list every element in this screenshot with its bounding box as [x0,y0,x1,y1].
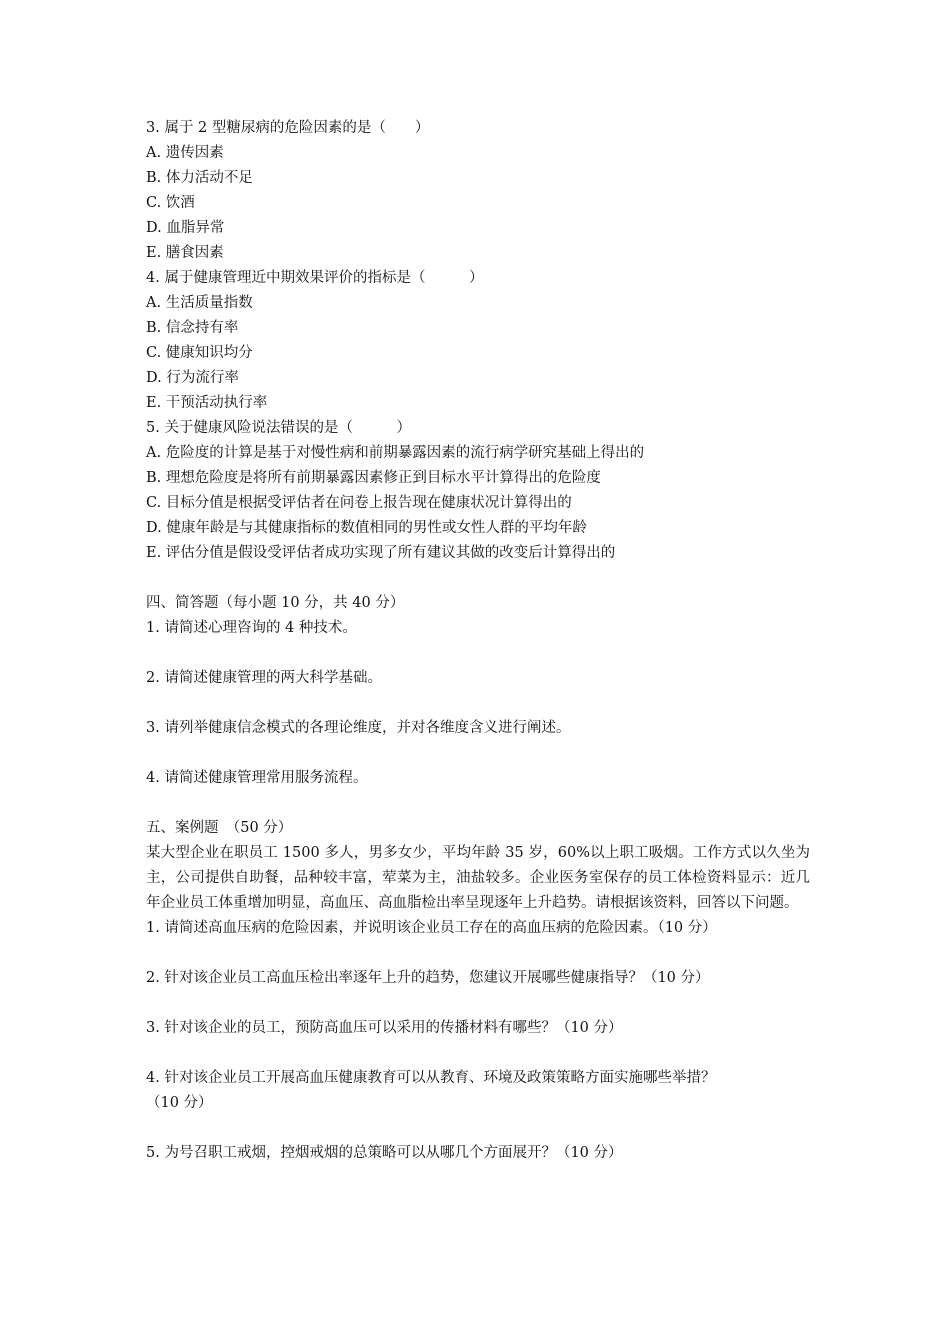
case-q2: 2. 针对该企业员工高血压检出率逐年上升的趋势，您建议开展哪些健康指导？（10 分） [146,970,710,986]
mcq-4-option-d: D. 行为流行率 [146,370,239,386]
short-answer-q3: 3. 请列举健康信念模式的各理论维度，并对各维度含义进行阐述。 [146,720,571,736]
mcq-5-option-b: B. 理想危险度是将所有前期暴露因素修正到目标水平计算得出的危险度 [146,470,601,486]
mcq-4-option-c: C. 健康知识均分 [146,345,253,361]
case-scenario: 某大型企业在职员工 1500 多人，男多女少，平均年龄 35 岁，60%以上职工吸烟。工作方式以久坐为主，公司提供自助餐，品种较丰富，荤菜为主，油盐较多。企业医务室保存的员工体检资料显示：近几年企业员工体重增加明显，高血压、高血脂检出率呈现逐年上升趋势。请根据该资料，回答以下问题。 [146,845,810,911]
short-answer-q1: 1. 请简述心理咨询的 4 种技术。 [146,620,357,636]
case-q4-points: （10 分） [146,1095,213,1111]
answer-space [146,991,816,1016]
answer-space [146,741,816,766]
mcq-4-option-a: A. 生活质量指数 [146,295,253,311]
mcq-5-option-e: E. 评估分值是假设受评估者成功实现了所有建议其做的改变后计算得出的 [146,545,616,561]
case-heading: 五、案例题 （50 分） [146,820,293,836]
case-q5: 5. 为号召职工戒烟，控烟戒烟的总策略可以从哪几个方面展开？（10 分） [146,1145,623,1161]
answer-space [146,1116,816,1141]
mcq-5-question: 5. 关于健康风险说法错误的是（ ） [146,420,411,436]
mcq-4-option-e: E. 干预活动执行率 [146,395,268,411]
short-answer-heading: 四、简答题（每小题 10 分，共 40 分） [146,595,405,611]
short-answer-q4: 4. 请简述健康管理常用服务流程。 [146,770,368,786]
mcq-3-option-e: E. 膳食因素 [146,245,224,261]
answer-space [146,941,816,966]
spacer [146,791,816,816]
mcq-3-option-a: A. 遗传因素 [146,145,224,161]
mcq-4-option-b: B. 信念持有率 [146,320,239,336]
case-q1: 1. 请简述高血压病的危险因素，并说明该企业员工存在的高血压病的危险因素。（10 分） [146,920,717,936]
mcq-3-question: 3. 属于 2 型糖尿病的危险因素的是（ ） [146,120,430,136]
exam-content [146,116,816,1166]
mcq-5-option-a: A. 危险度的计算是基于对慢性病和前期暴露因素的流行病学研究基础上得出的 [146,445,645,461]
mcq-5-option-d: D. 健康年龄是与其健康指标的数值相同的男性或女性人群的平均年龄 [146,520,587,536]
case-q3: 3. 针对该企业的员工，预防高血压可以采用的传播材料有哪些？（10 分） [146,1020,623,1036]
answer-space [146,691,816,716]
short-answer-q2: 2. 请简述健康管理的两大科学基础。 [146,670,382,686]
mcq-3-option-d: D. 血脂异常 [146,220,225,236]
spacer [146,566,816,591]
answer-space [146,1041,816,1066]
mcq-5-option-c: C. 目标分值是根据受评估者在问卷上报告现在健康状况计算得出的 [146,495,572,511]
answer-space [146,641,816,666]
mcq-3-option-b: B. 体力活动不足 [146,170,253,186]
mcq-3-option-c: C. 饮酒 [146,195,195,211]
mcq-4-question: 4. 属于健康管理近中期效果评价的指标是（ ） [146,270,484,286]
case-q4: 4. 针对该企业员工开展高血压健康教育可以从教育、环境及政策策略方面实施哪些举措？ [146,1070,716,1086]
